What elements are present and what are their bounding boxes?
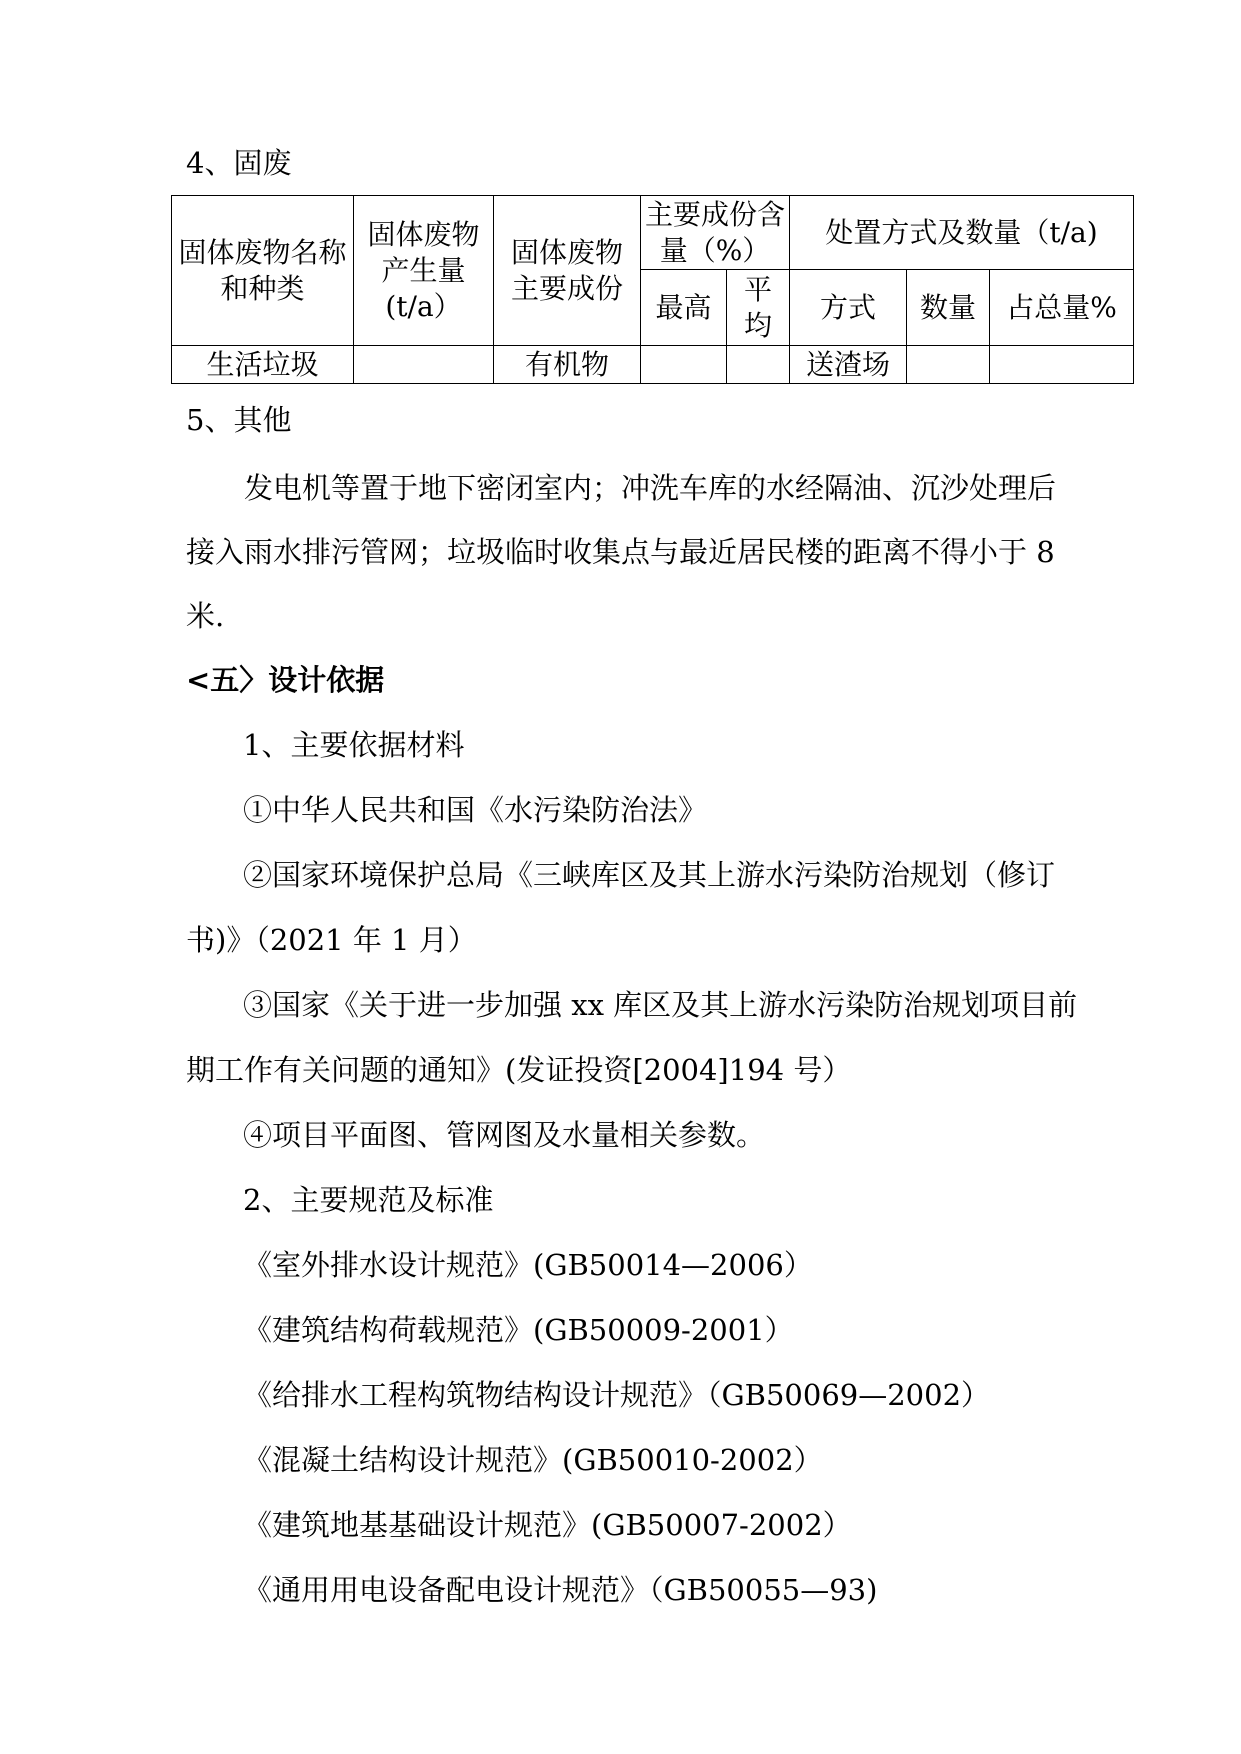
basis-item-1: ①中华人民共和国《水污染防治法》	[243, 793, 708, 827]
section-4-title: 4、固废	[186, 146, 292, 180]
header-disposal: 处置方式及数量（t/a)	[790, 196, 1134, 270]
cell-percent	[990, 346, 1134, 384]
header-component-content: 主要成份含量（%）	[641, 196, 790, 270]
cell-name: 生活垃圾	[172, 346, 354, 384]
standard-item-5: 《建筑地基基础设计规范》(GB50007-2002）	[243, 1508, 852, 1542]
cell-amount	[354, 346, 494, 384]
header-max: 最高	[641, 270, 727, 346]
design-basis-heading: <五〉设计依据	[186, 663, 385, 697]
standard-item-2: 《建筑结构荷载规范》(GB50009-2001）	[243, 1313, 794, 1347]
section-5-title: 5、其他	[186, 403, 292, 437]
basis-item-2-line-2: 书)》（2021 年 1 月）	[186, 923, 477, 957]
basis-item-3-line-2: 期工作有关问题的通知》(发证投资[2004]194 号）	[186, 1053, 852, 1087]
standards-title: 2、主要规范及标准	[243, 1183, 494, 1217]
standard-item-6: 《通用用电设备配电设计规范》（GB50055—93)	[243, 1573, 878, 1607]
basis-item-2-line-1: ②国家环境保护总局《三峡库区及其上游水污染防治规划（修订	[243, 858, 1056, 892]
table-row	[172, 346, 1134, 384]
cell-max	[641, 346, 727, 384]
solid-waste-table	[171, 195, 1134, 384]
basis-item-3-line-1: ③国家《关于进一步加强 xx 库区及其上游水污染防治规划项目前	[243, 988, 1078, 1022]
header-method: 方式	[790, 270, 907, 346]
cell-method: 送渣场	[790, 346, 907, 384]
basis-item-4: ④项目平面图、管网图及水量相关参数。	[243, 1118, 766, 1152]
basis-title: 1、主要依据材料	[243, 728, 465, 762]
header-percent: 占总量%	[990, 270, 1134, 346]
standard-item-3: 《给排水工程构筑物结构设计规范》（GB50069—2002）	[243, 1378, 991, 1412]
section-5-paragraph: 发电机等置于地下密闭室内；冲洗车库的水经隔油、沉沙处理后接入雨水排污管网；垃圾临时收集点与最近居民楼的距离不得小于 8 米.	[186, 471, 1057, 633]
header-waste-name: 固体废物名称和种类	[172, 196, 354, 346]
standard-item-1: 《室外排水设计规范》(GB50014—2006）	[243, 1248, 813, 1282]
cell-component: 有机物	[494, 346, 641, 384]
header-avg: 平均	[727, 270, 790, 346]
cell-quantity	[907, 346, 990, 384]
cell-avg	[727, 346, 790, 384]
header-main-component: 固体废物主要成份	[494, 196, 641, 346]
standard-item-4: 《混凝土结构设计规范》(GB50010-2002）	[243, 1443, 823, 1477]
header-waste-amount: 固体废物产生量(t/a）	[354, 196, 494, 346]
header-quantity: 数量	[907, 270, 990, 346]
